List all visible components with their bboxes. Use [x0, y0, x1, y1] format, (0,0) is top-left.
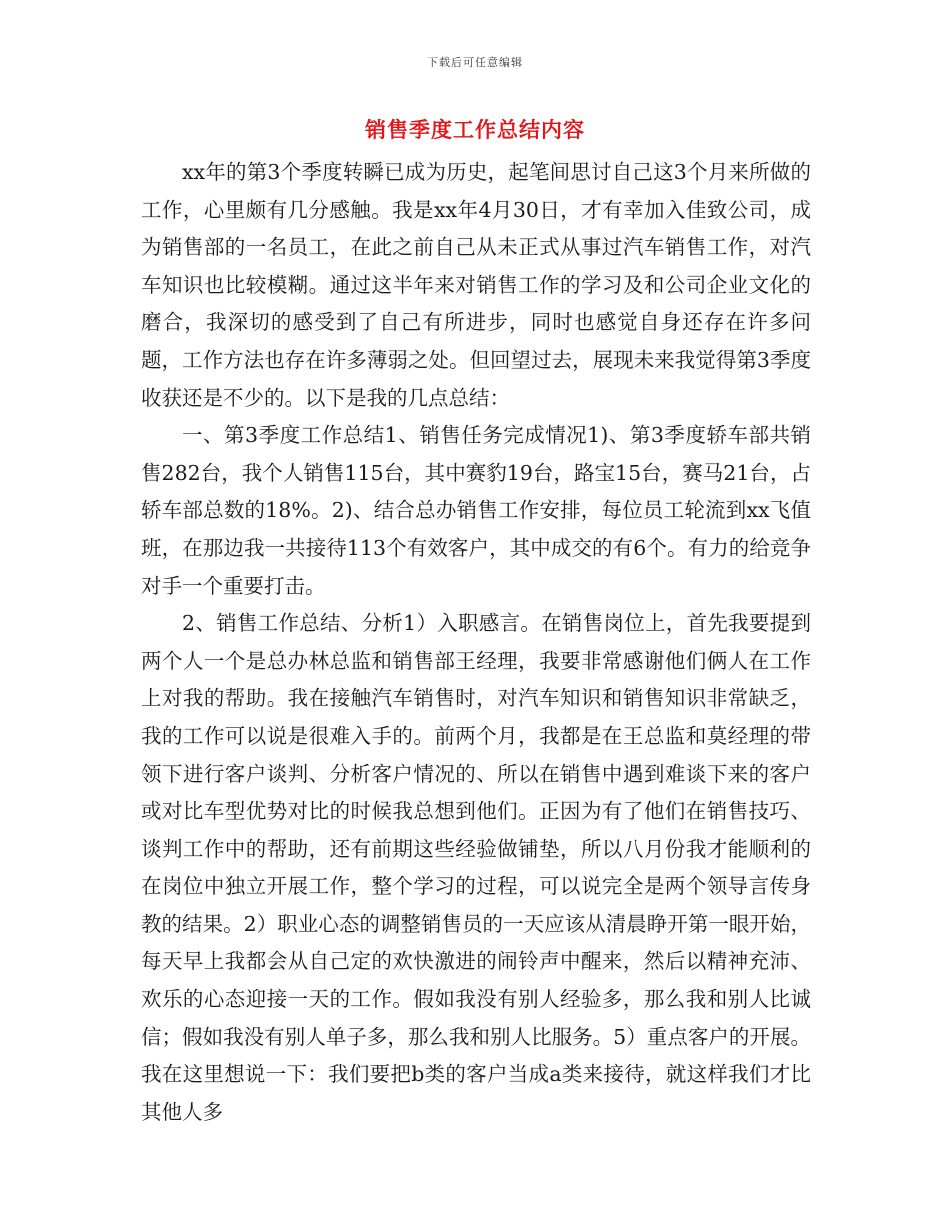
document-body: [141, 154, 811, 1131]
document-title: 销售季度工作总结内容: [365, 117, 585, 142]
header-note: 下载后可任意编辑: [427, 56, 523, 69]
paragraph-work-analysis: 2、销售工作总结、分析1）入职感言。在销售岗位上，首先我要提到两个人一个是总办林总监和销售部王经理，我要非常感谢他们俩人在工作上对我的帮助。我在接触汽车销售时，对汽车知识和销售知识非常缺乏，我的工作可以说是很难入手的。前两个月，我都是在王总监和莫经理的带领下进行客户谈判、分析客户情况的、所以在销售中遇到难谈下来的客户或对比车型优势对比的时候我总想到他们。正因为有了他们在销售技巧、谈判工作中的帮助，还有前期这些经验做铺垫，所以八月份我才能顺利的在岗位中独立开展工作，整个学习的过程，可以说完全是两个领导言传身教的结果。2）职业心态的调整销售员的一天应该从清晨睁开第一眼开始，每天早上我都会从自己定的欢快激进的闹铃声中醒来，然后以精神充沛、欢乐的心态迎接一天的工作。假如我没有别人经验多，那么我和别人比诚信；假如我没有别人单子多，那么我和别人比服务。5）重点客户的开展。我在这里想说一下：我们要把b类的客户当成a类来接待，就这样我们才比其他人多: [141, 611, 811, 1124]
paragraph-sales-summary: 一、第3季度工作总结1、销售任务完成情况1)、第3季度轿车部共销售282台，我个人销售115台，其中赛豹19台，路宝15台，赛马21台，占轿车部总数的18%。2)、结合总办销售工作安排，每位员工轮流到xx飞值班，在那边我一共接待113个有效客户，其中成交的有6个。有力的给竞争对手一个重要打击。: [141, 423, 811, 598]
paragraph-intro: xx年的第3个季度转瞬已成为历史，起笔间思讨自己这3个月来所做的工作，心里颇有几分感触。我是xx年4月30日，才有幸加入佳致公司，成为销售部的一名员工，在此之前自己从未正式从事过汽车销售工作，对汽车知识也比较模糊。通过这半年来对销售工作的学习及和公司企业文化的磨合，我深切的感受到了自己有所进步，同时也感觉自身还存在许多问题，工作方法也存在许多薄弱之处。但回望过去，展现未来我觉得第3季度收获还是不少的。以下是我的几点总结：: [141, 160, 811, 410]
